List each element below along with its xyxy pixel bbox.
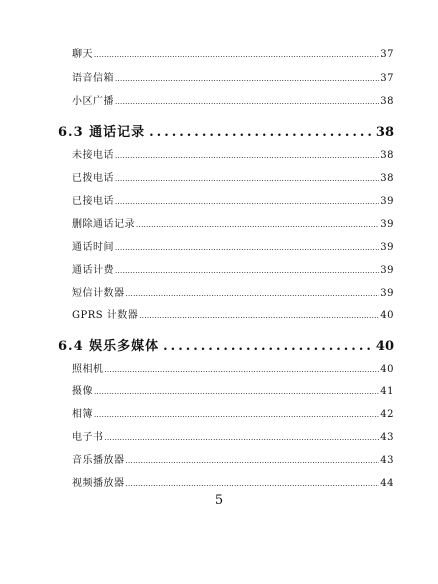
toc-entry-label: 摄像 [72, 386, 93, 397]
toc-entry [72, 382, 394, 397]
toc-entry [72, 261, 394, 276]
toc-entry-page: 40 [380, 364, 394, 375]
toc-entry-label: 通话计费 [72, 265, 114, 276]
toc-entry-label: 通话时间 [72, 242, 114, 253]
toc-entry-label: 视频播放器 [72, 478, 125, 489]
toc-section-label: 6.4 娱乐多媒体 [58, 339, 160, 354]
dot-leader [115, 75, 379, 83]
dot-leader [136, 221, 379, 229]
dot-leader [163, 339, 372, 354]
toc-entry [72, 69, 394, 84]
toc-entry [72, 451, 394, 466]
toc-entry [72, 45, 394, 60]
toc-section-label: 6.3 通话记录 [58, 125, 146, 140]
dot-leader [105, 366, 380, 374]
page-number: 5 [214, 493, 224, 508]
toc-entry [72, 284, 394, 299]
dot-leader [115, 175, 379, 183]
dot-leader [115, 244, 379, 252]
toc-entry [72, 169, 394, 184]
toc-entry [72, 146, 394, 161]
toc-entry-label: 已接电话 [72, 196, 114, 207]
toc-entry [72, 405, 394, 420]
toc-entry [72, 428, 394, 443]
toc-entry-page: 43 [380, 455, 394, 466]
toc-entry-page: 38 [380, 150, 394, 161]
toc-entry-page: 38 [380, 173, 394, 184]
toc-entry-label: 音乐播放器 [72, 455, 125, 466]
toc-entry-page: 37 [380, 49, 394, 60]
toc-entry-label: 聊天 [72, 49, 93, 60]
toc-entry-page: 39 [380, 196, 394, 207]
toc-entry-label: 短信计数器 [72, 288, 125, 299]
toc-section-heading [58, 121, 394, 140]
toc-entry-label: 相簿 [72, 409, 93, 420]
toc-entry [72, 192, 394, 207]
toc-entry-page: 42 [380, 409, 394, 420]
toc-section-page: 40 [375, 339, 394, 354]
dot-leader [126, 457, 380, 465]
dot-leader [94, 411, 379, 419]
toc-entry-page: 43 [380, 432, 394, 443]
dot-leader [105, 434, 380, 442]
dot-leader [149, 125, 372, 140]
toc-entry-label: 语音信箱 [72, 73, 114, 84]
toc-entry-page: 37 [380, 73, 394, 84]
toc-entry [72, 306, 394, 321]
toc-entry-label: 未接电话 [72, 150, 114, 161]
dot-leader [94, 388, 379, 396]
toc-entry [72, 360, 394, 375]
toc-entry [72, 474, 394, 489]
toc-entry-page: 39 [380, 242, 394, 253]
toc-entry-label: GPRS 计数器 [72, 310, 139, 321]
toc-entry-page: 41 [380, 386, 394, 397]
toc-entry-page: 40 [380, 310, 394, 321]
toc-section-heading [58, 335, 394, 354]
toc-entry-label: 电子书 [72, 432, 104, 443]
toc-entry [72, 215, 394, 230]
toc-entry [72, 238, 394, 253]
toc-entry-page: 39 [380, 288, 394, 299]
dot-leader [126, 290, 380, 298]
dot-leader [126, 480, 380, 488]
dot-leader [115, 198, 379, 206]
toc-entry-label: 删除通话记录 [72, 219, 135, 230]
dot-leader [94, 51, 379, 59]
toc-entry [72, 92, 394, 107]
toc-entry-label: 小区广播 [72, 96, 114, 107]
dot-leader [115, 152, 379, 160]
toc-entry-page: 39 [380, 219, 394, 230]
toc-entry-label: 照相机 [72, 364, 104, 375]
dot-leader [115, 98, 379, 106]
dot-leader [139, 312, 379, 320]
dot-leader [115, 267, 379, 275]
toc-entry-label: 已拨电话 [72, 173, 114, 184]
toc-section-page: 38 [375, 125, 394, 140]
toc-entry-page: 38 [380, 96, 394, 107]
toc-entry-page: 39 [380, 265, 394, 276]
toc-entry-page: 44 [380, 478, 394, 489]
